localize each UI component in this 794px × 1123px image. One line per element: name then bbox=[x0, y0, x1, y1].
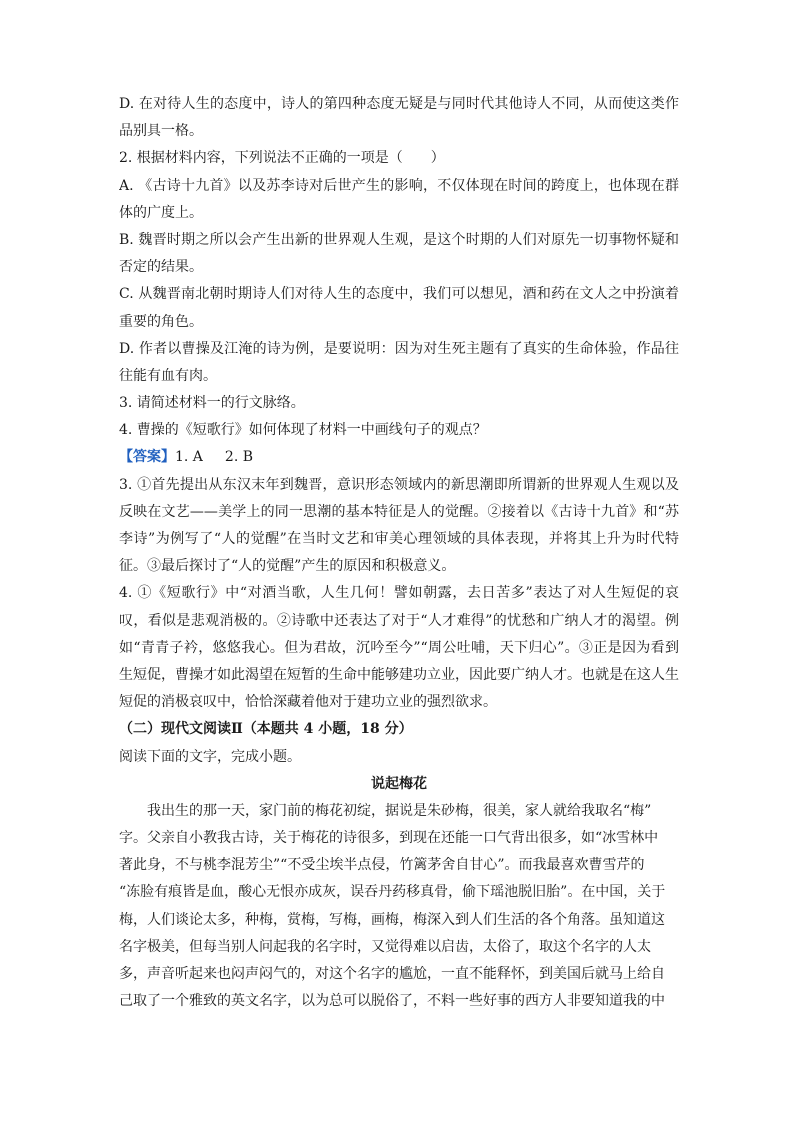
question-line: 3. 请简述材料一的行文脉络。 bbox=[119, 395, 305, 412]
answer-line: 短促的消极哀叹中，恰恰深藏着他对于建功立业的强烈欲求。 bbox=[119, 694, 497, 711]
passage-line: 多，声音听起来也闷声闷气的，对这个名字的尴尬，一直不能释怀，到美国后就马上给自 bbox=[119, 966, 665, 982]
passage-line: 名字极美，但每当别人问起我的名字时，又觉得难以启齿，太俗了，取这个名字的人太 bbox=[119, 938, 651, 955]
answer-summary bbox=[119, 444, 679, 471]
section-heading: （二）现代文阅读Ⅱ（本题共 4 小题，18 分） bbox=[119, 721, 413, 738]
answer-line: 反映在文艺——美学上的同一思潮的基本特征是人的觉醒。②接着以《古诗十九首》和“苏 bbox=[119, 503, 679, 520]
answer-line: 3. ①首先提出从东汉末年到魏晋，意识形态领域内的新思潮即所谓新的世界观人生观以及 bbox=[119, 476, 679, 493]
passage-line: 著此身，不与桃李混芳尘”“不受尘埃半点侵，竹篱茅舍自甘心”。而我最喜欢曹雪芹的 bbox=[119, 857, 645, 874]
passage-line: 字。父亲自小教我古诗，关于梅花的诗很多，到现在还能一口气背出很多，如“冰雪林中 bbox=[119, 830, 659, 847]
question-line: 品别具一格。 bbox=[119, 123, 203, 140]
question-line: 2. 根据材料内容，下列说法不正确的一项是（ ） bbox=[119, 150, 445, 167]
question-line: A. 《古诗十九首》以及苏李诗对后世产生的影响，不仅体现在时间的跨度上，也体现在群 bbox=[119, 177, 679, 194]
passage-line: 己取了一个雅致的英文名字，以为总可以脱俗了，不料一些好事的西方人非要知道我的中 bbox=[119, 993, 665, 1010]
answer-line: 生短促，曹操才如此渴望在短暂的生命中能够建功立业，因此要广纳人才。也就是在这人生 bbox=[119, 666, 679, 683]
question-list bbox=[119, 91, 679, 444]
answer-line: 叹，看似是悲观消极的。②诗歌中还表达了对于“人才难得”的忧愁和广纳人才的渴望。例 bbox=[119, 612, 679, 629]
question-line: D. 在对待人生的态度中，诗人的第四种态度无疑是与同时代其他诗人不同，从而使这类作 bbox=[119, 96, 679, 112]
question-line: 往能有血有肉。 bbox=[119, 367, 217, 384]
answer-explanations bbox=[119, 472, 679, 717]
passage-line: 我出生的那一天，家门前的梅花初绽，据说是朱砂梅，很美，家人就给我取名“梅” bbox=[147, 802, 652, 819]
document-content bbox=[119, 91, 679, 1015]
answer-line: 李诗”为例写了“人的觉醒”在当时文艺和审美心理领域的具体表现，并将其上升为时代特 bbox=[119, 531, 679, 547]
question-line: D. 作者以曹操及江淹的诗为例，是要说明：因为对生死主题有了真实的生命体验，作品往 bbox=[119, 340, 679, 357]
answer-line: 征。③最后探讨了“人的觉醒”产生的原因和积极意义。 bbox=[119, 558, 456, 575]
question-line: C. 从魏晋南北朝时期诗人们对待人生的态度中，我们可以想见，酒和药在文人之中扮演着 bbox=[119, 286, 679, 303]
question-line: 重要的角色。 bbox=[119, 313, 203, 330]
question-line: 否定的结果。 bbox=[119, 259, 203, 276]
question-line: B. 魏晋时期之所以会产生出新的世界观人生观，是这个时期的人们对原先一切事物怀疑和 bbox=[119, 231, 679, 248]
passage-line: “冻脸有痕皆是血，酸心无恨亦成灰，误吞丹药移真骨，偷下瑶池脱旧胎”。在中国，关于 bbox=[119, 884, 666, 901]
passage-body bbox=[119, 798, 679, 1016]
passage-line: 梅，人们谈论太多，种梅，赏梅，写梅，画梅，梅深入到人们生活的各个角落。虽知道这 bbox=[119, 911, 665, 928]
answer-1: 1. A bbox=[175, 449, 203, 466]
answer-2: 2. B bbox=[224, 449, 254, 466]
question-line: 体的广度上。 bbox=[119, 204, 203, 221]
answer-line: 4. ①《短歌行》中“对酒当歌，人生几何！譬如朝露，去日苦多”表达了对人生短促的哀 bbox=[119, 585, 679, 602]
answer-line: 如“青青子衿，悠悠我心。但为君故，沉吟至今”“周公吐哺，天下归心”。③正是因为看到 bbox=[119, 639, 679, 656]
passage-title: 说起梅花 bbox=[371, 775, 427, 792]
answer-tag: 【答案】 bbox=[119, 449, 175, 466]
section-instruction: 阅读下面的文字，完成小题。 bbox=[119, 748, 301, 765]
question-line: 4. 曹操的《短歌行》如何体现了材料一中画线句子的观点？ bbox=[119, 422, 487, 439]
